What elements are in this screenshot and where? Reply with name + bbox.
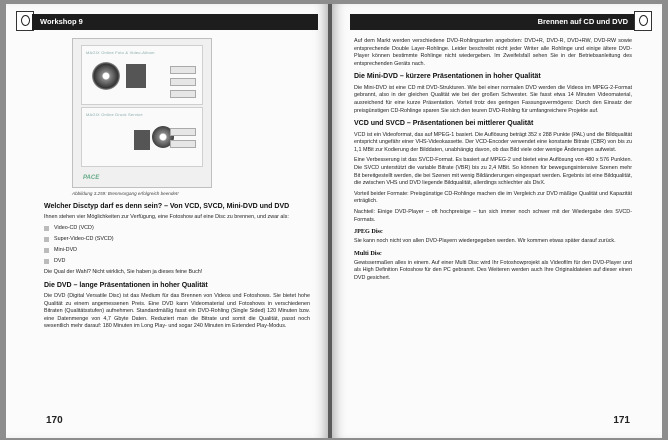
chapter-portrait-icon <box>634 11 652 31</box>
section-heading-mini-dvd: Die Mini-DVD – kürzere Präsentationen in hoher Qualität <box>354 73 541 81</box>
disc-type-list <box>44 225 310 266</box>
paragraph: Die Qual der Wahl? Nicht wirklich, Sie haben ja dieses feine Buch! <box>44 268 203 275</box>
figure-caption: Abbildung 3.259: Brennvorgang erfolgreich beendet! <box>72 191 179 196</box>
list-item: Mini-DVD <box>44 247 310 255</box>
paragraph: Auf dem Markt werden verschiedene DVD-Rohlingsarten angeboten: DVD+R, DVD-R, DVD+RW, DVD-RW sowie entsprechende Double Layer-Rohlinge. Leider beschreibt nicht jeder Writer alle Rohlinge und einige ältere DVD-Player können bestimmte Rohlinge nicht wiedergeben. Im Zweifelsfall sehen Sie in der Betriebsanleitung des entsprechenden Geräts nach. <box>354 38 632 67</box>
list-item: Video-CD (VCD) <box>44 225 310 233</box>
list-item: Super-Video-CD (SVCD) <box>44 236 310 244</box>
paragraph: Sie kann noch nicht von allen DVD-Playern wiedergegeben werden. Wir kommen etwas später darauf zurück. <box>354 238 616 245</box>
section-heading-vcd-svcd: VCD und SVCD – Präsentationen bei mittlerer Qualität <box>354 120 534 128</box>
pace-logo: PACE <box>83 175 100 182</box>
left-text-column <box>44 38 310 334</box>
paragraph: Die DVD (Digital Versatile Disc) ist das Medium für das Brennen von Videos und Fotoshows. Sie bietet hohe Qualität zu einem angemessenen Preis. Eine DVD kann Videomaterial und Fotoshows in verschiedenen Bitraten (Qualitätsstufen) aufnehmen. Standardmäßig fasst ein DVD-Rohling (Single Sided) 120 Minuten bzw. eine Datenmenge von 4,7 Gbyte Daten. Reduziert man die Bitrate und somit die Qualität, passt noch wesentlich mehr darauf: 180 Minuten im Long Play- und sogar 240 Minuten im Extended Play-Modus. <box>44 292 310 330</box>
paragraph: Nachteil: Einige DVD-Player – oft hochpreisige – tun sich immer noch schwer mit der Wiedergabe des SVCD-Formats. <box>354 208 632 223</box>
paragraph: Eine Verbesserung ist das SVCD-Format. Es basiert auf MPEG-2 und bietet eine Auflösung von 480 x 576 Punkten. Die SVCD unterstützt die variable Bitrate (VBR) bis zu 2,4 MBit. So können für bewegungsintensive Szenen mehr Bit bereitgestellt werden, die bei Szenen mit wenig Bildänderungen eingespart werden. Ergebnis ist eine Bildqualität, die zwischen VHS und DVD liegende Bildqualität, allerdings schlechter als DivX. <box>354 157 632 187</box>
section-heading-dvd: Die DVD – lange Präsentationen in hoher Qualität <box>44 281 208 289</box>
figure-button <box>170 66 196 74</box>
disc-icon <box>92 62 120 90</box>
page-number-left: 170 <box>46 415 63 426</box>
right-running-header: Brennen auf CD und DVD <box>350 14 636 30</box>
section-heading-multi-disc: Multi Disc <box>354 249 382 257</box>
figure-window-title: MAGIX Online Foto & Video-Album <box>86 50 155 55</box>
figure-button <box>170 128 196 136</box>
paragraph: VCD ist ein Videoformat, das auf MPEG-1 basiert. Die Auflösung beträgt 352 x 288 Punkte (PAL) und die Bildqualität entspricht ungefähr einer VHS-Videokassette. Der VCD-Encoder verwendet eine konstante Bitrate (CBR) von bis zu 1,1 MBit zur Kodierung der Bilddaten, unabhängig davon, ob das Bild viele oder wenige Änderungen aufweist. <box>354 131 632 153</box>
figure-window-print <box>81 107 203 167</box>
left-page <box>6 4 328 438</box>
screenshot-figure <box>72 38 212 188</box>
figure-button <box>170 90 196 98</box>
paragraph: Gewissermaßen alles in einem. Auf einer Multi Disc wird Ihr Fotoshowprojekt als Videofilm für den DVD-Player und als High Definition Fotoshow für den PC gebrannt. Des Weiteren werden auch Ihre Originaldateien auf dieser einen DVD gesichert. <box>354 259 632 281</box>
figure-window-album <box>81 45 203 105</box>
figure-button <box>170 140 196 148</box>
page-number-right: 171 <box>613 415 630 426</box>
right-page <box>332 4 662 438</box>
list-item: DVD <box>44 258 310 266</box>
right-text-column <box>354 38 632 285</box>
product-box-icon <box>134 130 150 150</box>
paragraph: Ihnen stehen vier Möglichkeiten zur Verfügung, eine Fotoshow auf eine Disc zu brennen, und zwar als: <box>44 214 289 220</box>
paragraph: Die Mini-DVD ist eine CD mit DVD-Strukturen. Wie bei einer normalen DVD werden die Videos im MPEG-2-Format gebrannt, also in der gleichen Qualität wie bei der großen Schwester. Sie fasst etwa 14 Minuten Videomaterial, ausreichend für eine kurze Präsentation. Vorteil trotz des geringen Fassungsvermögens: Durch den Einsatz der preisgünstigen CD-Rohlinge sparen Sie sich den teuren DVD-Rohling für umfangreichere Projekte auf. <box>354 84 632 114</box>
section-heading-disc-types: Welcher Disctyp darf es denn sein? – Von VCD, SVCD, Mini-DVD und DVD <box>44 202 290 210</box>
figure-button <box>170 78 196 86</box>
figure-window-title: MAGIX Online Druck Service <box>86 112 143 117</box>
product-box-icon <box>126 64 146 88</box>
paragraph: Vorteil beider Formate: Preisgünstige CD-Rohlinge machen die im Vergleich zur DVD mäßige Qualität und Kapazität erträglich. <box>354 190 632 205</box>
left-running-header: Workshop 9 <box>32 14 318 30</box>
section-heading-jpeg-disc: JPEG Disc <box>354 228 383 236</box>
